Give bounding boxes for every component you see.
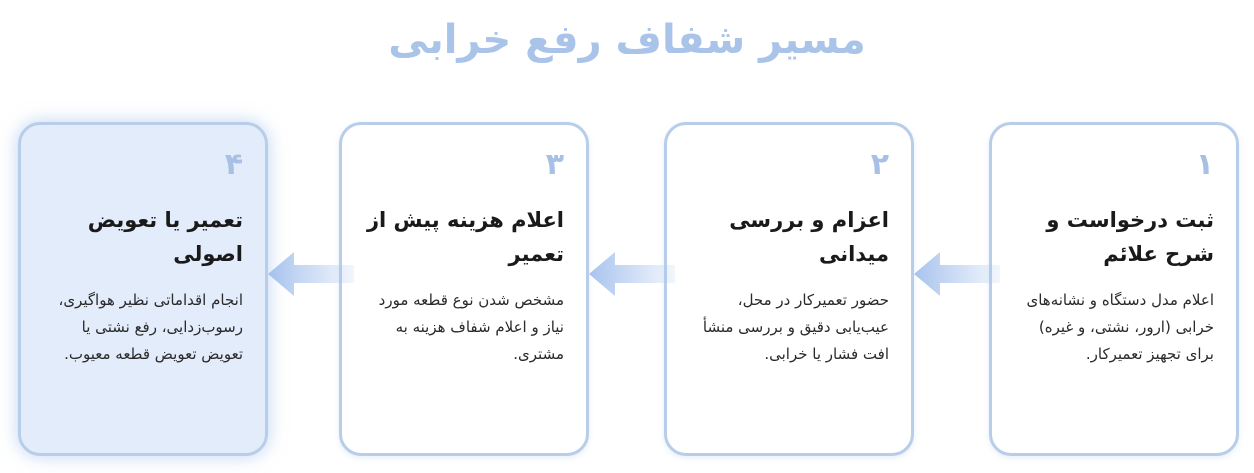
step-number: ۲ [870,147,889,182]
flow-arrow-icon [585,246,677,302]
step-title: ثبت درخواست و شرح علائم [1046,208,1214,266]
step-description: مشخص شدن نوع قطعه مورد نیاز و اعلام شفاف هزینه به مشتری. [378,291,564,363]
step-card-3 [339,122,589,456]
step-title: تعمیر یا تعویض اصولی [87,208,243,266]
step-number: ۳ [545,147,564,182]
step-title: اعزام و بررسی میدانی [729,208,889,266]
page-title: مسیر شفاف رفع خرابی [388,17,866,63]
flow-arrow-icon [910,246,1002,302]
step-description: انجام اقداماتی نظیر هواگیری، رسوب‌زدایی، رفع نشتی یا تعویض تعویض قطعه معیوب. [58,291,243,363]
step-description: حضور تعمیرکار در محل، عیب‌یابی دقیق و بررسی منشأ افت فشار یا خرابی. [702,291,889,363]
step-number: ۴ [224,147,243,182]
flow-arrow-icon [264,246,356,302]
step-card-2 [664,122,914,456]
step-card-4 [18,122,268,456]
step-description: اعلام مدل دستگاه و نشانه‌های خرابی (ارور، نشتی، و غیره) برای تجهیز تعمیرکار. [1026,291,1214,363]
step-number: ۱ [1195,147,1214,182]
step-title: اعلام هزینه پیش از تعمیر [366,208,564,266]
step-card-1 [989,122,1239,456]
